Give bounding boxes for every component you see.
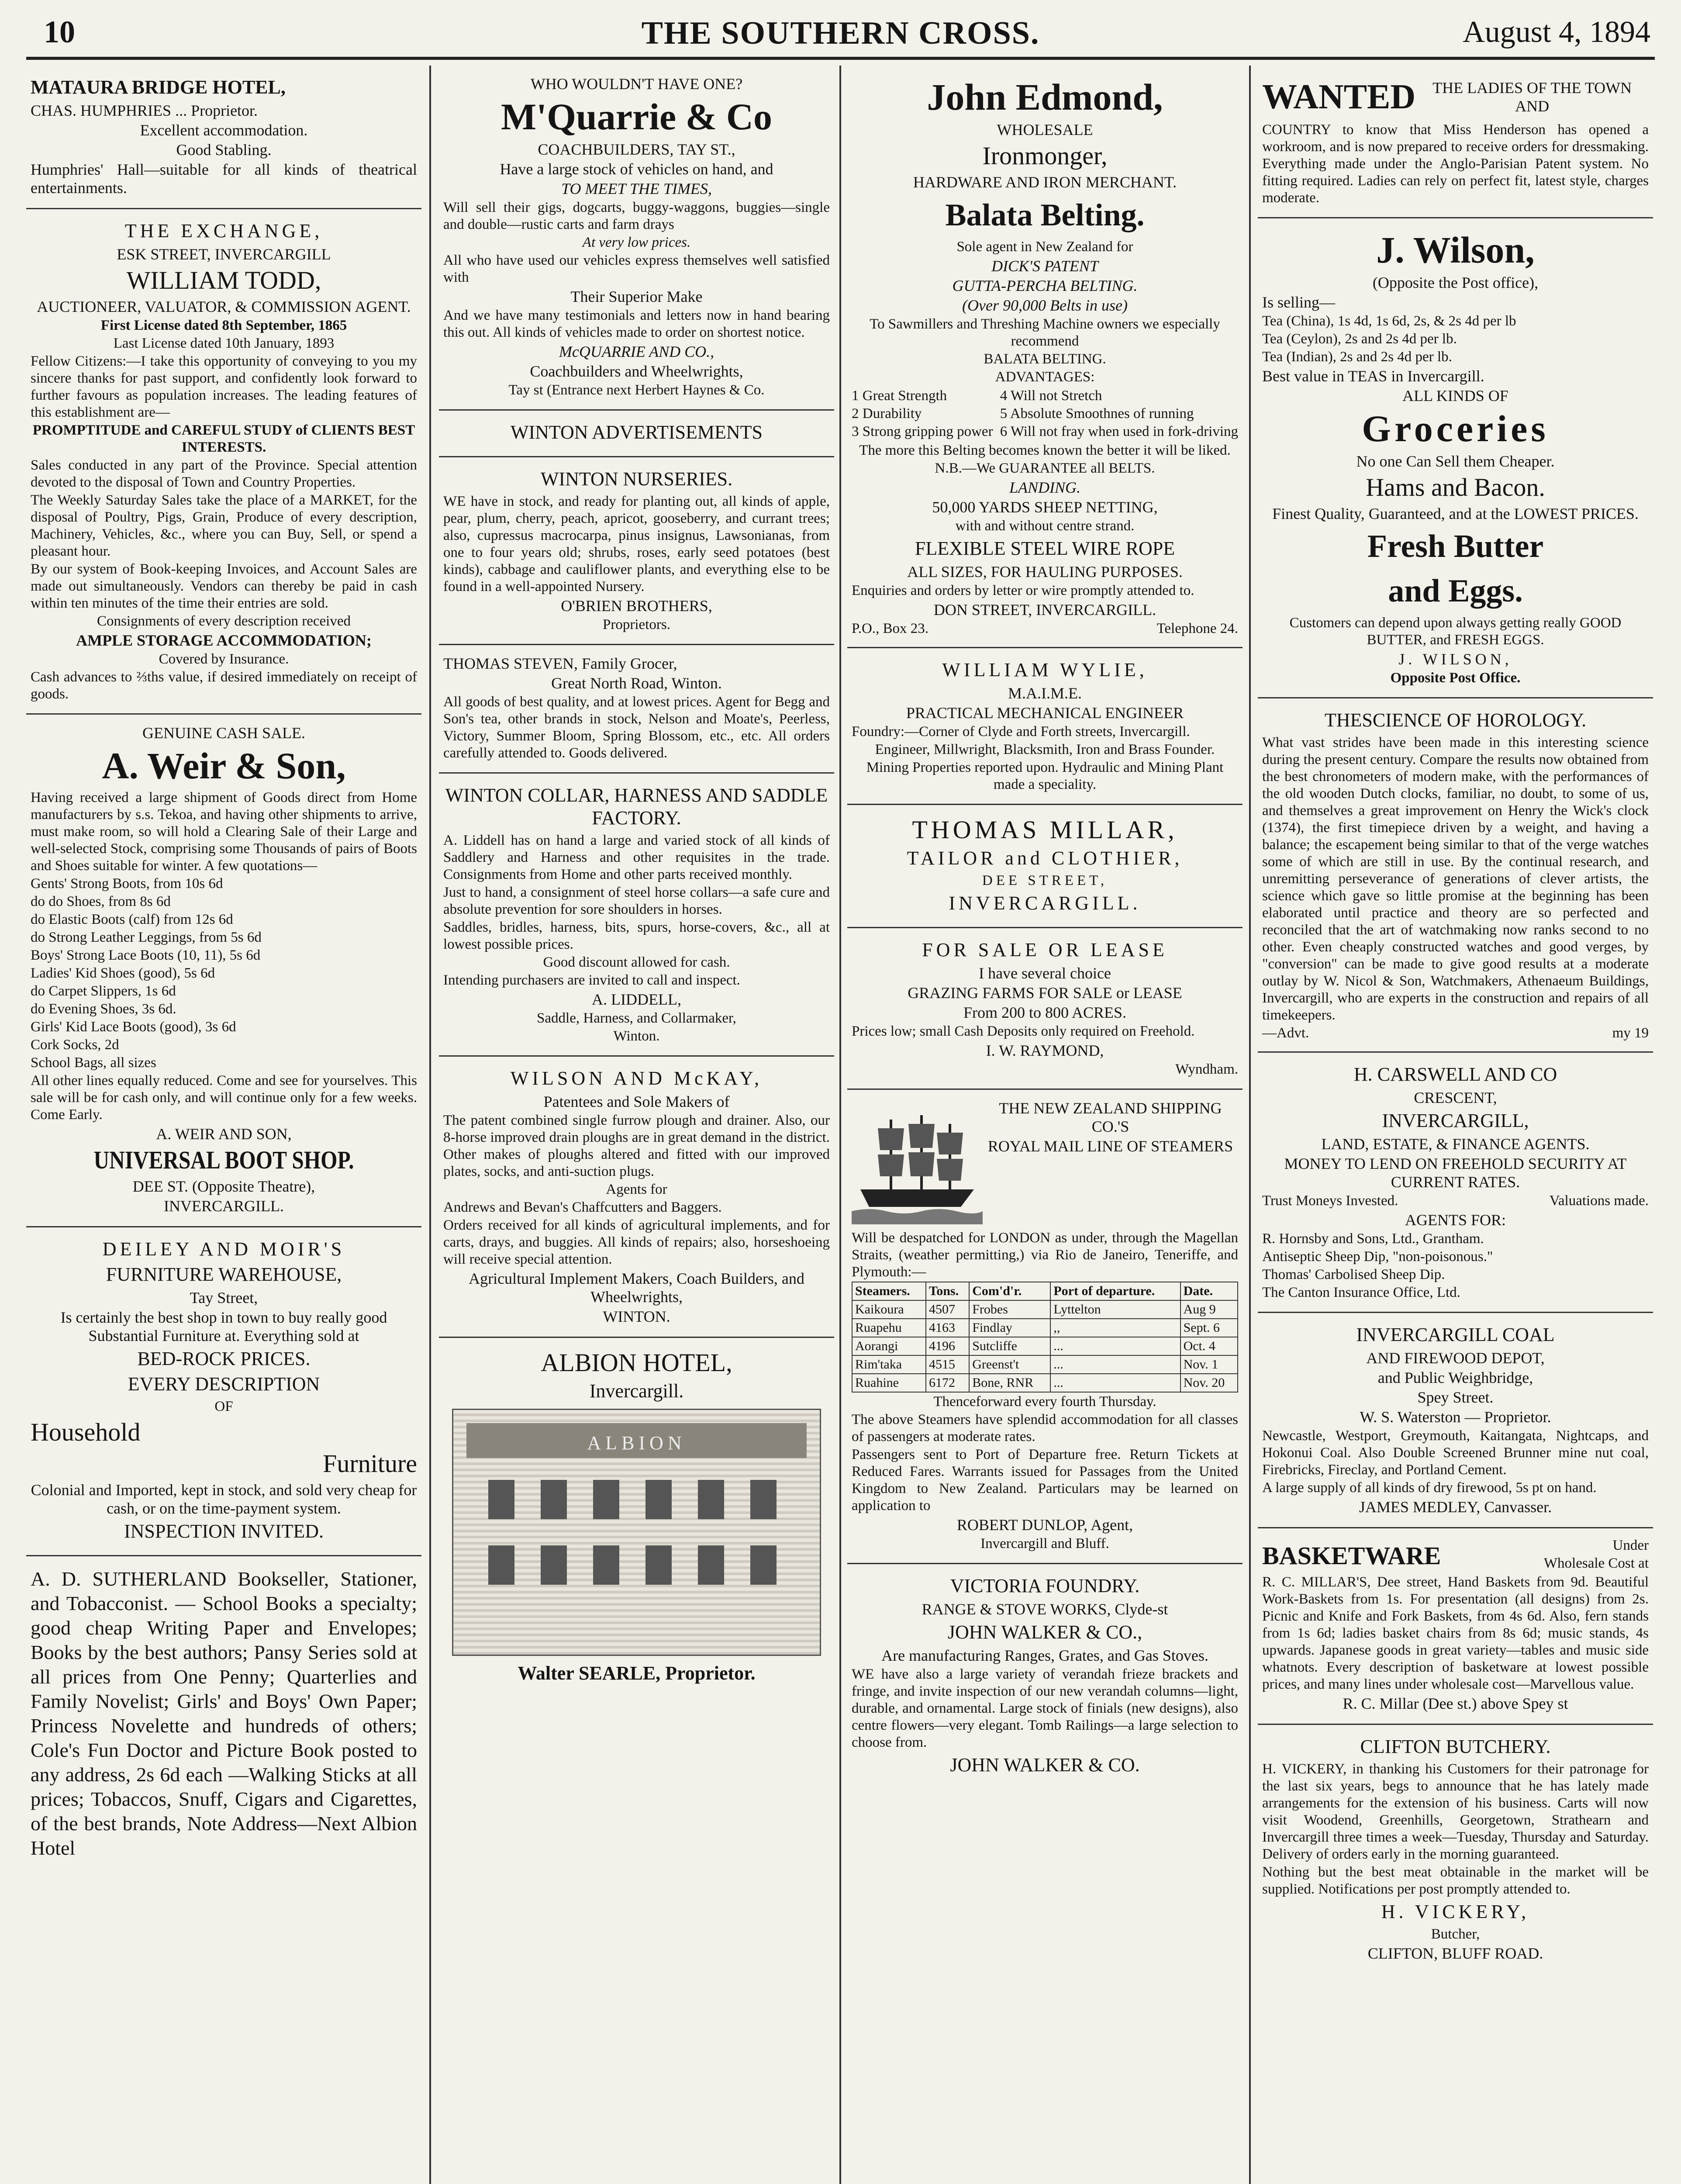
- ad-sub: WHOLESALE: [997, 121, 1093, 138]
- column-2: [439, 66, 834, 2184]
- ad-text: Covered by Insurance.: [159, 651, 289, 667]
- advt-mark: —Advt.: [1262, 1025, 1309, 1041]
- ad-sign: H. VICKERY,: [1381, 1901, 1530, 1922]
- ad-text: Excellent accommodation.: [140, 121, 308, 139]
- advantages-left: [852, 387, 993, 441]
- ad-sign: Invercargill and Bluff.: [980, 1536, 1109, 1552]
- list-item: Gents' Strong Boots, from 10s 6d: [31, 876, 223, 892]
- ad-sign: I. W. RAYMOND,: [986, 1042, 1104, 1059]
- column-1: [26, 66, 421, 2184]
- ad-albion-hotel: [439, 1338, 834, 1697]
- ad-text: Sales conducted in any part of the Province. Special attention devoted to the disposal of Town and Country Properties.: [31, 457, 417, 490]
- advt-line: [1262, 1025, 1649, 1042]
- ad-sign: R. C. Millar (Dee st.) above Spey st: [1343, 1695, 1568, 1712]
- table-cell: Aug 9: [1180, 1300, 1238, 1319]
- ad-wilson-mckay: [439, 1057, 834, 1338]
- ad-coal-depot: [1258, 1313, 1653, 1528]
- list-item: do Elastic Boots (calf) from 12s 6d: [31, 912, 233, 927]
- ad-text: No one Can Sell them Cheaper.: [1356, 453, 1555, 470]
- ad-victoria-foundry: [847, 1564, 1243, 1789]
- ad-text: with and without centre strand.: [955, 518, 1135, 534]
- ad-text: A. D. SUTHERLAND Bookseller, Stationer, and Tobacconist. — School Books a specialty; good cheap Writing Paper and Envelopes; Books by the best authors; Pansy Series sold at all prices from One Penny; Quarterlies and Family Novelist; Girls' and Boys' Own Paper; Princess Novelette and hundreds of others; Cole's Fun Doctor and Picture Book posted to any address, 2s 6d each —Walking Sticks at all prices; Tobaccos, Snuff, Cigars and Cigarettes, of the best brands, Note Address—Next Albion Hotel: [31, 1568, 417, 1859]
- ad-address: INVERCARGILL.: [164, 1197, 284, 1215]
- ad-text: The above Steamers have splendid accommodation for all classes of passengers at moderate rates.: [852, 1412, 1238, 1444]
- ad-text: R. C. MILLAR'S, Dee street, Hand Baskets from 9d. Beautiful Work-Baskets from 1s. For presentation (all designs) from 2s. Picnic and Knife and Fork Baskets, from 4s 6d. Also, fern stands from 1s 6d; ladies basket chairs from 8s 6d; music stands, 4s upwards. Japanese goods in great variety—tables and music side whatnots. Every description of basketware at lowest possible prices, and many lines under wholesale cost—Marvellous value.: [1262, 1574, 1649, 1692]
- list-item: Ladies' Kid Shoes (good), 5s 6d: [31, 965, 215, 981]
- ad-sign: ROBERT DUNLOP, Agent,: [956, 1516, 1133, 1534]
- ad-quals: M.A.I.M.E.: [1008, 684, 1082, 702]
- table-cell: 4515: [926, 1355, 969, 1374]
- basket-sub: [1441, 1536, 1649, 1573]
- ad-text: Have a large stock of vehicles on hand, and: [500, 160, 773, 178]
- ad-text: Saddles, bridles, harness, bits, spurs, horse-covers, &c., all at lowest possible prices.: [443, 919, 830, 952]
- ad-sign: CLIFTON, BLUFF ROAD.: [1367, 1945, 1543, 1962]
- masthead: [26, 9, 1655, 60]
- list-item: Antiseptic Sheep Dip, "non-poisonous.": [1262, 1249, 1493, 1265]
- ad-text: All other lines equally reduced. Come and see for yourselves. This sale will be for cash only, and will continue only for a few weeks. Come Early.: [31, 1073, 417, 1123]
- ad-text: WE have in stock, and ready for planting out, all kinds of apple, pear, plum, cherry, peach, apricot, gooseberry, and currant trees; also, cupressus macrocarpa, pinus insignus, Lawsonianas, from one to four years old; shrubs, roses, early seed potatoes (best kinds), cabbage and cauliflower plants, and everything else to be found in a well-appointed Nursery.: [443, 494, 830, 594]
- ad-title: THE NEW ZEALAND SHIPPING CO.'S: [999, 1099, 1222, 1135]
- ad-text: INSPECTION INVITED.: [124, 1521, 324, 1542]
- ad-j-wilson: [1258, 218, 1653, 698]
- list-item: The Canton Insurance Office, Ltd.: [1262, 1285, 1460, 1300]
- list-item: 1 Great Strength: [852, 388, 947, 404]
- table-header-row: [852, 1282, 1238, 1300]
- table-cell: Nov. 20: [1180, 1374, 1238, 1392]
- table-row: [852, 1300, 1238, 1319]
- column-rule: [839, 66, 841, 2184]
- column-4: [1258, 66, 1653, 2184]
- ad-feature: Fresh Butter: [1367, 529, 1544, 564]
- table-cell: Greenst't: [969, 1355, 1050, 1374]
- ad-sign: WINTON.: [603, 1308, 670, 1325]
- ad-proprietor: CHAS. HUMPHRIES ... Proprietor.: [31, 102, 258, 119]
- ad-mquarrie: [439, 66, 834, 411]
- tea-price-list: [1262, 313, 1649, 366]
- table-header-cell: Port of departure.: [1050, 1282, 1180, 1300]
- ad-license: Last License dated 10th January, 1893: [113, 335, 335, 351]
- list-item: R. Hornsby and Sons, Ltd., Grantham.: [1262, 1231, 1484, 1247]
- ad-text: Nothing but the best meat obtainable in the market will be supplied. Notifications per post promptly attended to.: [1262, 1864, 1649, 1897]
- list-item: Boys' Strong Lace Boots (10, 11), 5s 6d: [31, 947, 261, 963]
- ad-sub: AND FIREWOOD DEPOT,: [1366, 1349, 1545, 1367]
- steamer-table: [852, 1282, 1238, 1393]
- ad-feature: and Eggs.: [1388, 573, 1523, 609]
- ad-text: Passengers sent to Port of Departure free. Return Tickets at Reduced Fares. Warrants issued for Passages from the United Kingdom to New Zealand. Particulars may be learned on application to: [852, 1447, 1238, 1514]
- ad-text: Trust Moneys Invested.: [1262, 1193, 1398, 1209]
- ad-sign: Wyndham.: [1175, 1061, 1238, 1077]
- list-item: Tea (Indian), 2s and 2s 4d per lb.: [1262, 349, 1452, 365]
- ad-city: Invercargill.: [589, 1380, 684, 1402]
- page-number: 10: [44, 14, 75, 49]
- ad-text: 50,000 YARDS SHEEP NETTING,: [932, 498, 1158, 516]
- ad-weir-and-son: [26, 715, 421, 1227]
- ad-text: BALATA BELTING.: [984, 351, 1106, 367]
- ad-text: COUNTRY to know that Miss Henderson has opened a workroom, and is now prepared to receive orders for dressmaking. Everything made under the Anglo-Parisian Patent system. No fitting required. Ladies can rely on perfect fit, latest style, charges moderate.: [1262, 122, 1649, 206]
- shipping-header: [852, 1098, 1238, 1229]
- shipping-titles: [983, 1098, 1238, 1157]
- list-item: do do Shoes, from 8s 6d: [31, 894, 171, 909]
- ad-sign: Butcher,: [1431, 1926, 1480, 1942]
- ad-sub: HARDWARE AND IRON MERCHANT.: [913, 173, 1177, 191]
- ad-text: Agents for: [606, 1182, 667, 1197]
- advantages-right: [1000, 387, 1238, 441]
- ad-title: WINTON NURSERIES.: [540, 468, 733, 490]
- ad-text: Cash advances to ⅔ths value, if desired immediately on receipt of goods.: [31, 669, 417, 702]
- ad-winton-nurseries: [439, 457, 834, 645]
- ad-text: EVERY DESCRIPTION: [128, 1373, 320, 1395]
- ad-street: Tay Street,: [190, 1289, 258, 1306]
- ad-text: Just to hand, a consignment of steel horse collars—a safe cure and absolute prevention for sore shoulders in horses.: [443, 885, 830, 917]
- ad-name: JOHN WALKER & CO.,: [947, 1621, 1143, 1643]
- ad-title: INVERCARGILL COAL: [1356, 1324, 1555, 1345]
- ad-sign: Winton.: [613, 1028, 660, 1044]
- ad-text: Best value in TEAS in Invercargill.: [1262, 367, 1484, 385]
- ad-text: WE have also a large variety of verandah frieze brackets and fringe, and invite inspection of our new verandah columns—light, durable, and ornamental. Large stock of finials (new designs), also centre flowers—very elegant. Tomb Railings—a large selection to choose from.: [852, 1666, 1238, 1750]
- ad-text: GUTTA-PERCHA BELTING.: [952, 277, 1138, 294]
- table-header-cell: Tons.: [926, 1282, 969, 1300]
- list-item: Cork Socks, 2d: [31, 1037, 119, 1053]
- list-item: do Carpet Slippers, 1s 6d: [31, 983, 176, 999]
- table-cell: 4196: [926, 1337, 969, 1355]
- po-box: P.O., Box 23.: [852, 621, 929, 636]
- ad-feature: Balata Belting.: [945, 197, 1145, 232]
- ad-william-wylie: [847, 648, 1243, 805]
- table-cell: Bone, RNR: [969, 1374, 1050, 1392]
- ad-text: Orders received for all kinds of agricultural implements, and for carts, drays, and buggies. All kinds of repairs; also, horseshoeing will receive special attention.: [443, 1217, 830, 1267]
- ad-mataura-hotel: [26, 66, 421, 209]
- ad-text: Fellow Citizens:—I take this opportunity of conveying to you my sincere thanks for past support, and confidently look forward to further favours as population increases. The leading features of this establishment are—: [31, 353, 417, 420]
- ad-text: H. VICKERY, in thanking his Customers for their patronage for the last six years, begs to announce that he has lately made arrangements for the extension of his business. Carts will now visit Woodend, Greenhills, Georgetown, Strathearn and Invercargill three times a week—Tuesday, Thursday and Saturday. Delivery of orders early in the morning guaranteed.: [1262, 1761, 1649, 1862]
- ad-shop-name: UNIVERSAL BOOT SHOP.: [93, 1146, 354, 1174]
- section-heading: WINTON ADVERTISEMENTS: [510, 422, 763, 443]
- ad-text: Wholesale Cost at: [1543, 1555, 1649, 1571]
- ad-text: CRESCENT,: [1414, 1089, 1497, 1106]
- ad-city: INVERCARGILL,: [1382, 1110, 1529, 1131]
- table-cell: Frobes: [969, 1300, 1050, 1319]
- column-rule: [1249, 66, 1251, 2184]
- ad-text: By our system of Book-keeping Invoices, and Account Sales are made out simultaneously. Vendors can thereby be paid in cash within ten minutes of the time their entries are sold.: [31, 561, 417, 611]
- table-body: [852, 1300, 1238, 1392]
- list-item: 2 Durability: [852, 406, 922, 422]
- ad-text: PROMPTITUDE and CAREFUL STUDY of CLIENTS BEST INTERESTS.: [32, 422, 415, 455]
- ad-address: DEE ST. (Opposite Theatre),: [132, 1178, 315, 1195]
- ad-nz-shipping: [847, 1090, 1243, 1564]
- ad-text: The Weekly Saturday Sales take the place of a MARKET, for the disposal of Poultry, Pigs, Grain, Produce of every description, Machinery, Vehicles, &c., where you can Buy, Sell, or spend a pleasant hour.: [31, 492, 417, 559]
- ad-text: Intending purchasers are invited to call and inspect.: [443, 972, 740, 988]
- ad-sign: Coachbuilders and Wheelwrights,: [530, 363, 743, 380]
- table-cell: Kaikoura: [852, 1300, 926, 1319]
- table-cell: Oct. 4: [1180, 1337, 1238, 1355]
- ship-icon: [852, 1102, 983, 1224]
- ad-text: Andrews and Bevan's Chaffcutters and Baggers.: [443, 1199, 722, 1215]
- telephone: Telephone 24.: [1156, 621, 1238, 636]
- table-cell: Rim'taka: [852, 1355, 926, 1374]
- ad-title: WINTON COLLAR, HARNESS AND SADDLE FACTORY.: [445, 784, 828, 829]
- table-cell: Ruapehu: [852, 1319, 926, 1337]
- advantages-list: [852, 387, 1238, 441]
- ad-text: LAND, ESTATE, & FINANCE AGENTS.: [1321, 1135, 1590, 1153]
- ad-text: Good Stabling.: [176, 141, 272, 159]
- ad-text: Will be despatched for LONDON as under, through the Magellan Straits, (weather permitting,) via Rio de Janeiro, Teneriffe, and Plymouth:—: [852, 1230, 1238, 1280]
- agency-list: [1262, 1230, 1649, 1301]
- ad-text: ADVANTAGES:: [995, 369, 1095, 385]
- ad-text: Is certainly the best shop in town to buy really good Substantial Furniture at. Everything sold at: [60, 1309, 387, 1344]
- ad-text: Will sell their gigs, dogcarts, buggy-waggons, buggies—single and double—rustic carts and farm drays: [443, 200, 830, 232]
- ad-text: At very low prices.: [582, 235, 691, 250]
- ad-role: TAILOR and CLOTHIER,: [907, 847, 1183, 869]
- ad-city: INVERCARGILL.: [949, 892, 1141, 914]
- ad-sign: A. WEIR AND SON,: [156, 1125, 292, 1143]
- table-row: [852, 1319, 1238, 1337]
- ad-sign: JAMES MEDLEY, Canvasser.: [1359, 1498, 1552, 1516]
- ad-sub: THE LADIES OF THE TOWN AND: [1432, 79, 1632, 115]
- ad-title: M'Quarrie & Co: [501, 96, 772, 138]
- ad-title: MATAURA BRIDGE HOTEL,: [31, 76, 286, 98]
- table-cell: ,,: [1050, 1319, 1180, 1337]
- ad-text: Their Superior Make: [570, 288, 703, 305]
- list-item: 6 Will not fray when used in fork-driving: [1000, 424, 1238, 439]
- ad-text: Good discount allowed for cash.: [543, 954, 730, 970]
- ad-basketware: [1258, 1528, 1653, 1725]
- ad-title: VICTORIA FOUNDRY.: [950, 1575, 1140, 1597]
- list-item: Thomas' Carbolised Sheep Dip.: [1262, 1267, 1445, 1282]
- ad-sign: Agricultural Implement Makers, Coach Builders, and Wheelwrights,: [469, 1270, 804, 1306]
- article-title: THESCIENCE OF HOROLOGY.: [1324, 709, 1587, 731]
- ad-contact: [852, 620, 1238, 637]
- table-cell: 4507: [926, 1300, 969, 1319]
- ad-role: PRACTICAL MECHANICAL ENGINEER: [906, 704, 1184, 722]
- ad-text: (Opposite the Post office),: [1372, 274, 1539, 291]
- newspaper-title: THE SOUTHERN CROSS.: [641, 15, 1040, 51]
- ad-text: AMPLE STORAGE ACCOMMODATION;: [76, 632, 372, 649]
- list-item: do Strong Leather Leggings, from 5s 6d: [31, 930, 262, 945]
- ad-text: Prices low; small Cash Deposits only required on Freehold.: [852, 1023, 1195, 1039]
- ad-proprietor: Walter SEARLE, Proprietor.: [518, 1662, 756, 1684]
- ad-sub: COACHBUILDERS, TAY ST.,: [538, 141, 735, 158]
- ad-license: First License dated 8th September, 1865: [100, 318, 347, 333]
- ad-text: Is selling—: [1262, 294, 1335, 311]
- ad-text: Sole agent in New Zealand for: [956, 239, 1133, 255]
- ad-text: N.B.—We GUARANTEE all BELTS.: [935, 460, 1155, 476]
- ad-sutherland: [26, 1556, 421, 1873]
- ad-title: ALBION HOTEL,: [541, 1348, 732, 1377]
- ad-title: WANTED: [1262, 78, 1416, 116]
- ad-text: A large supply of all kinds of dry firewood, 5s pt on hand.: [1262, 1480, 1597, 1496]
- issue-date: August 4, 1894: [1463, 15, 1650, 49]
- ad-text: Mining Properties reported upon. Hydraulic and Mining Plant made a speciality.: [866, 760, 1224, 792]
- ad-text: The more this Belting becomes known the better it will be liked.: [859, 442, 1231, 458]
- ad-carswell: [1258, 1053, 1653, 1313]
- ad-text: TO MEET THE TIMES,: [561, 180, 712, 197]
- list-item: 3 Strong gripping power: [852, 424, 993, 439]
- ad-text: MONEY TO LEND ON FREEHOLD SECURITY AT CURRENT RATES.: [1284, 1155, 1627, 1191]
- list-item: Girls' Kid Lace Boots (good), 3s 6d: [31, 1019, 236, 1035]
- ad-text: ALL SIZES, FOR HAULING PURPOSES.: [907, 563, 1183, 581]
- ad-deiley-moir: [26, 1227, 421, 1556]
- ad-text: To Sawmillers and Threshing Machine owners we especially recommend: [870, 316, 1220, 349]
- ad-sign: Saddle, Harness, and Collarmaker,: [537, 1010, 736, 1026]
- basket-header: [1262, 1536, 1649, 1573]
- ad-title: FOR SALE OR LEASE: [922, 939, 1168, 961]
- ad-feature: Hams and Bacon.: [1366, 473, 1545, 501]
- ad-text: Valuations made.: [1549, 1193, 1649, 1209]
- ad-title: J. Wilson,: [1376, 229, 1535, 271]
- ad-wanted-dressmaking: [1258, 66, 1653, 218]
- wanted-header: [1262, 73, 1649, 121]
- table-cell: Aorangi: [852, 1337, 926, 1355]
- ad-text: From 200 to 800 ACRES.: [963, 1004, 1127, 1021]
- hotel-engraving: [452, 1409, 821, 1656]
- table-cell: 4163: [926, 1319, 969, 1337]
- ad-sub: FURNITURE WAREHOUSE,: [106, 1264, 342, 1285]
- ad-text: Thenceforward every fourth Thursday.: [933, 1394, 1156, 1410]
- table-row: [852, 1374, 1238, 1392]
- price-list: [31, 875, 417, 1071]
- table-cell: Findlay: [969, 1319, 1050, 1337]
- table-row: [852, 1337, 1238, 1355]
- table-row: [852, 1355, 1238, 1374]
- ad-text: AGENTS FOR:: [1405, 1211, 1506, 1229]
- ad-text: Enquiries and orders by letter or wire promptly attended to.: [852, 583, 1194, 598]
- table-header-cell: Com'd'r.: [969, 1282, 1050, 1300]
- table-cell: Sutcliffe: [969, 1337, 1050, 1355]
- ad-line: [1262, 1192, 1649, 1209]
- ad-text: OF: [214, 1399, 233, 1414]
- table-cell: ...: [1050, 1355, 1180, 1374]
- ad-title: WILSON AND McKAY,: [510, 1068, 763, 1089]
- ad-text: Consignments of every description received: [97, 613, 351, 629]
- table-cell: Sept. 6: [1180, 1319, 1238, 1337]
- ad-role: AUCTIONEER, VALUATOR, & COMMISSION AGENT.: [37, 298, 411, 315]
- ad-title: THE EXCHANGE,: [124, 220, 323, 242]
- ad-text: All goods of best quality, and at lowest prices. Agent for Begg and Son's tea, other brands in stock, Nelson and Moate's, Peerless, Victory, Summer Bloom, Spring Blossom, etc., etc. All orders carefully attended to. Goods delivered.: [443, 694, 830, 761]
- table-cell: Nov. 1: [1180, 1355, 1238, 1374]
- section-winton: [439, 411, 834, 457]
- table-cell: Ruahine: [852, 1374, 926, 1392]
- ad-title: CLIFTON BUTCHERY.: [1360, 1736, 1551, 1757]
- ad-trade: Ironmonger,: [982, 142, 1108, 170]
- ad-text: (Over 90,000 Belts in use): [962, 297, 1128, 314]
- ad-text: And we have many testimonials and letters now in hand bearing this out. All kinds of vehicles made to order on shortest notice.: [443, 308, 830, 340]
- ad-sign: J. WILSON,: [1398, 650, 1512, 668]
- ad-text: Furniture: [323, 1449, 417, 1478]
- ad-text: Engineer, Millwright, Blacksmith, Iron and Brass Founder.: [875, 742, 1215, 757]
- ad-title: THOMAS MILLAR,: [912, 816, 1178, 844]
- ad-text: Finest Quality, Guaranteed, and at the LOWEST PRICES.: [1272, 505, 1639, 522]
- ad-text: Humphries' Hall—suitable for all kinds of theatrical entertainments.: [31, 161, 417, 197]
- ad-for-sale-lease: [847, 928, 1243, 1090]
- ad-title: John Edmond,: [927, 76, 1163, 118]
- ad-sign: O'BRIEN BROTHERS,: [561, 597, 712, 615]
- ad-text: Newcastle, Westport, Greymouth, Kaitangata, Nightcaps, and Hokonui Coal. Also Double Screened Brunner mine nut coal, Firebricks, Fireclay, and Portland Cement.: [1262, 1428, 1649, 1478]
- ad-text: Having received a large shipment of Goods direct from Home manufacturers by s.s. Tekoa, and having other shipments to arrive, must make room, so will hold a Clearing Sale of their Large and well-selected Stock, comprising some Thousands of pairs of Boots and Shoes suitable for winter. A few quotations—: [31, 790, 417, 874]
- table-cell: ...: [1050, 1374, 1180, 1392]
- ad-sign: McQUARRIE AND CO.,: [559, 343, 715, 360]
- list-item: 5 Absolute Smoothnes of running: [1000, 406, 1194, 422]
- ad-clifton-butchery: [1258, 1725, 1653, 1973]
- ad-sub: ROYAL MAIL LINE OF STEAMERS: [987, 1137, 1233, 1155]
- ad-text: Household: [31, 1418, 141, 1446]
- ad-sign: Proprietors.: [603, 617, 670, 632]
- ad-text: LANDING.: [1009, 479, 1081, 496]
- ad-text: DICK'S PATENT: [991, 257, 1098, 275]
- ad-text: Colonial and Imported, kept in stock, and sold very cheap for cash, or on the time-payment system.: [31, 1481, 417, 1517]
- column-3: [847, 66, 1243, 2184]
- table-header-cell: Steamers.: [852, 1282, 926, 1300]
- ad-text: Under: [1612, 1538, 1649, 1553]
- ad-sub: and Public Weighbridge,: [1377, 1369, 1533, 1386]
- ad-sign: A. LIDDELL,: [592, 991, 681, 1008]
- ad-text: BED-ROCK PRICES.: [137, 1348, 311, 1369]
- ad-text: FLEXIBLE STEEL WIRE ROPE: [915, 538, 1175, 559]
- ad-text: GRAZING FARMS FOR SALE or LEASE: [908, 984, 1182, 1002]
- hotel-sign: ALBION: [587, 1432, 686, 1454]
- ad-title: THOMAS STEVEN, Family Grocer,: [443, 655, 677, 672]
- ad-text: The patent combined single furrow plough and drainer. Also, our 8-horse improved drain ploughs are in great demand in the district. Other makes of ploughs altered and fitted with our improved plates, socks, and anti-suction plugs.: [443, 1113, 830, 1179]
- list-item: 4 Will not Stretch: [1000, 388, 1102, 404]
- ad-proprietor: W. S. Waterston — Proprietor.: [1360, 1408, 1551, 1426]
- ad-title: WILLIAM WYLIE,: [942, 659, 1148, 681]
- list-item: do Evening Shoes, 3s 6d.: [31, 1001, 176, 1017]
- ad-the-exchange: [26, 209, 421, 715]
- ad-heading: WHO WOULDN'T HAVE ONE?: [530, 75, 743, 93]
- ad-sub: Patentees and Sole Makers of: [543, 1093, 730, 1110]
- ad-address: ESK STREET, INVERCARGILL: [117, 245, 331, 263]
- ad-address: DON STREET, INVERCARGILL.: [933, 601, 1156, 619]
- ad-sub: RANGE & STOVE WORKS, Clyde-st: [922, 1600, 1168, 1618]
- ad-title: DEILEY AND MOIR'S: [102, 1238, 345, 1260]
- ad-text: I have several choice: [979, 964, 1111, 982]
- list-item: Tea (Ceylon), 2s and 2s 4d per lb.: [1262, 331, 1457, 347]
- article-horology: [1258, 698, 1653, 1053]
- ad-text: Are manufacturing Ranges, Grates, and Gas Stoves.: [881, 1647, 1208, 1664]
- ad-text: Customers can depend upon always getting really GOOD BUTTER, and FRESH EGGS.: [1289, 615, 1622, 648]
- ad-john-edmond: [847, 66, 1243, 648]
- ad-title: H. CARSWELL AND CO: [1353, 1064, 1557, 1085]
- ad-heading: GENUINE CASH SALE.: [142, 724, 305, 742]
- list-item: Tea (China), 1s 4d, 1s 6d, 2s, & 2s 4d per lb: [1262, 313, 1516, 329]
- table-header-cell: Date.: [1180, 1282, 1238, 1300]
- ad-title: A. Weir & Son,: [102, 745, 346, 787]
- ad-thomas-steven: [439, 645, 834, 774]
- list-item: School Bags, all sizes: [31, 1055, 156, 1071]
- ad-street: DEE STREET,: [982, 873, 1108, 888]
- ad-feature: Groceries: [1362, 408, 1549, 449]
- table-cell: Lyttelton: [1050, 1300, 1180, 1319]
- ad-thomas-millar: [847, 805, 1243, 928]
- ad-address: Tay st (Entrance next Herbert Haynes & Co.: [508, 382, 765, 398]
- ad-text: All who have used our vehicles express themselves well satisfied with: [443, 252, 830, 285]
- ad-address: Great North Road, Winton.: [551, 674, 722, 692]
- ad-street: Spey Street.: [1417, 1389, 1494, 1406]
- ad-sign: JOHN WALKER & CO.: [950, 1754, 1140, 1776]
- ad-text: A. Liddell has on hand a large and varied stock of all kinds of Saddlery and Harness and other requisites in the trade. Consignments from Home and other parts received monthly.: [443, 833, 830, 882]
- ad-text: ALL KINDS OF: [1402, 387, 1508, 404]
- ad-name: WILLIAM TODD,: [126, 266, 321, 294]
- ad-winton-collar: [439, 774, 834, 1057]
- ad-sign: Opposite Post Office.: [1390, 670, 1521, 686]
- table-cell: ...: [1050, 1337, 1180, 1355]
- ad-text: Foundry:—Corner of Clyde and Forth streets, Invercargill.: [852, 724, 1190, 740]
- advt-date: my 19: [1612, 1025, 1649, 1041]
- table-cell: 6172: [926, 1374, 969, 1392]
- article-text: What vast strides have been made in this interesting science during the present century. Compare the results now obtained from the best chronometers of modern make, with the performances of the old wooden Dutch clocks, familiar, no doubt, to some of us, and themselves a great improvement on Henry the Wick's clock (1374), the first timepiece driven by a weight, and having a balance; the escapement being similar to that of the verge watches some of which are still in use. By the continual research, and unremitting perseverance of generations of clever artists, the science which gave so little promise at the beginning has been elaborated until practice and theory are so perfected and reconciled that the art of watchmaking now ranks second to no other. Even cheaply constructed watches and good verges, by "conversion" can be made to give good results at a moderate outlay by W. Nicol & Son, Watchmakers, Athenaeum Buildings, Invercargill, who are experts in the construction and repairs of all timekeepers.: [1262, 735, 1649, 1023]
- column-rule: [429, 66, 431, 2184]
- ad-title: BASKETWARE: [1262, 1541, 1441, 1570]
